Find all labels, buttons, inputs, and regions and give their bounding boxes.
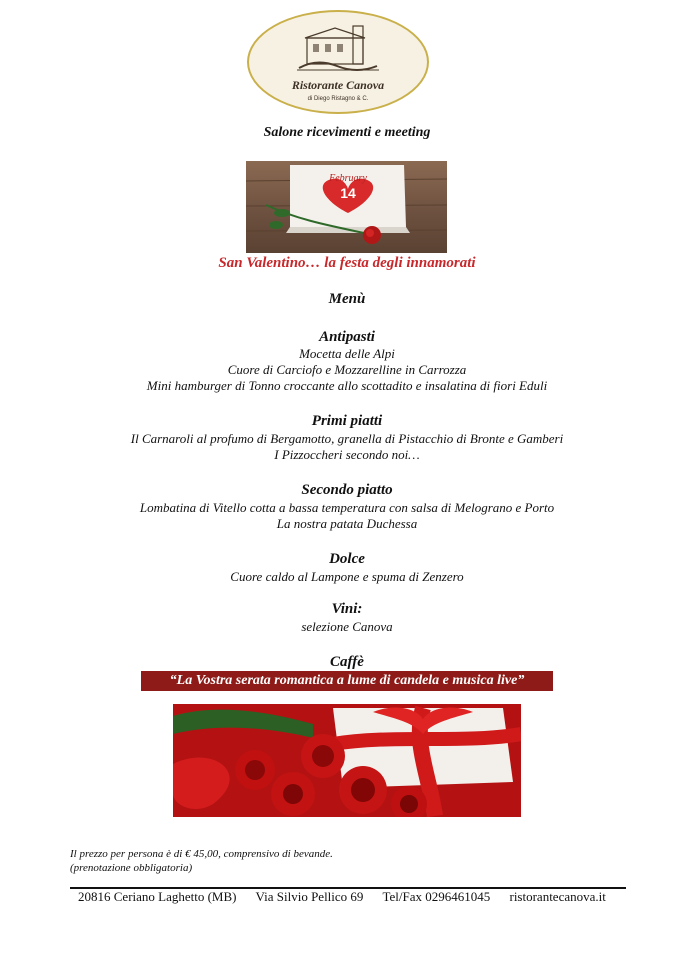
section-title-primi: Primi piatti <box>311 413 383 429</box>
roses-gift-image <box>173 704 521 817</box>
logo-name: Ristorante Canova <box>291 78 385 92</box>
price-note: Il prezzo per persona è di € 45,00, comprensivo di bevande. <box>70 848 333 860</box>
hall-title: Salone ricevimenti e meeting <box>263 125 431 140</box>
menu-item: Mini hamburger di Tonno croccante allo scottadito e insalatina di fiori Eduli <box>146 378 548 393</box>
section-title-dolce: Dolce <box>329 551 365 567</box>
footer-street: Via Silvio Pellico 69 <box>255 889 364 904</box>
footer-contacts <box>78 889 626 905</box>
menu-item: I Pizzoccheri secondo noi… <box>274 447 420 462</box>
calendar-month: February <box>329 173 367 184</box>
menu-title: Menù <box>328 291 366 307</box>
menu-item: selezione Canova <box>301 619 393 634</box>
building-sketch-icon <box>297 24 379 72</box>
section-title-caffe: Caffè <box>330 654 364 670</box>
footer-phone: Tel/Fax 0296461045 <box>382 889 491 904</box>
restaurant-logo <box>247 10 429 114</box>
section-title-secondo: Secondo piatto <box>301 482 393 498</box>
menu-item: Cuore di Carciofo e Mozzarelline in Carrozza <box>227 362 467 377</box>
romantic-evening-banner: “La Vostra serata romantica a lume di candela e musica live” <box>141 671 553 691</box>
calendar-day: 14 <box>340 185 356 201</box>
booking-note: (prenotazione obbligatoria) <box>70 862 193 874</box>
valentine-calendar-image <box>246 161 447 253</box>
footer-website[interactable]: ristorantecanova.it <box>509 889 606 904</box>
menu-item: Cuore caldo al Lampone e spuma di Zenzero <box>230 569 464 584</box>
section-title-vini: Vini: <box>331 601 363 617</box>
event-title: San Valentino… la festa degli innamorati <box>218 255 476 271</box>
menu-item: Lombatina di Vitello cotta a bassa temperatura con salsa di Melograno e Porto <box>139 500 555 515</box>
section-title-antipasti: Antipasti <box>319 329 375 345</box>
footer-address: 20816 Ceriano Laghetto (MB) <box>78 889 237 904</box>
roses-illustration <box>173 704 521 817</box>
menu-item: Il Carnaroli al profumo di Bergamotto, granella di Pistacchio di Bronte e Gamberi <box>130 431 564 446</box>
logo-subtitle: di Diego Ristagno & C. <box>307 96 369 102</box>
menu-item: Mocetta delle Alpi <box>299 346 395 361</box>
menu-item: La nostra patata Duchessa <box>276 516 418 531</box>
